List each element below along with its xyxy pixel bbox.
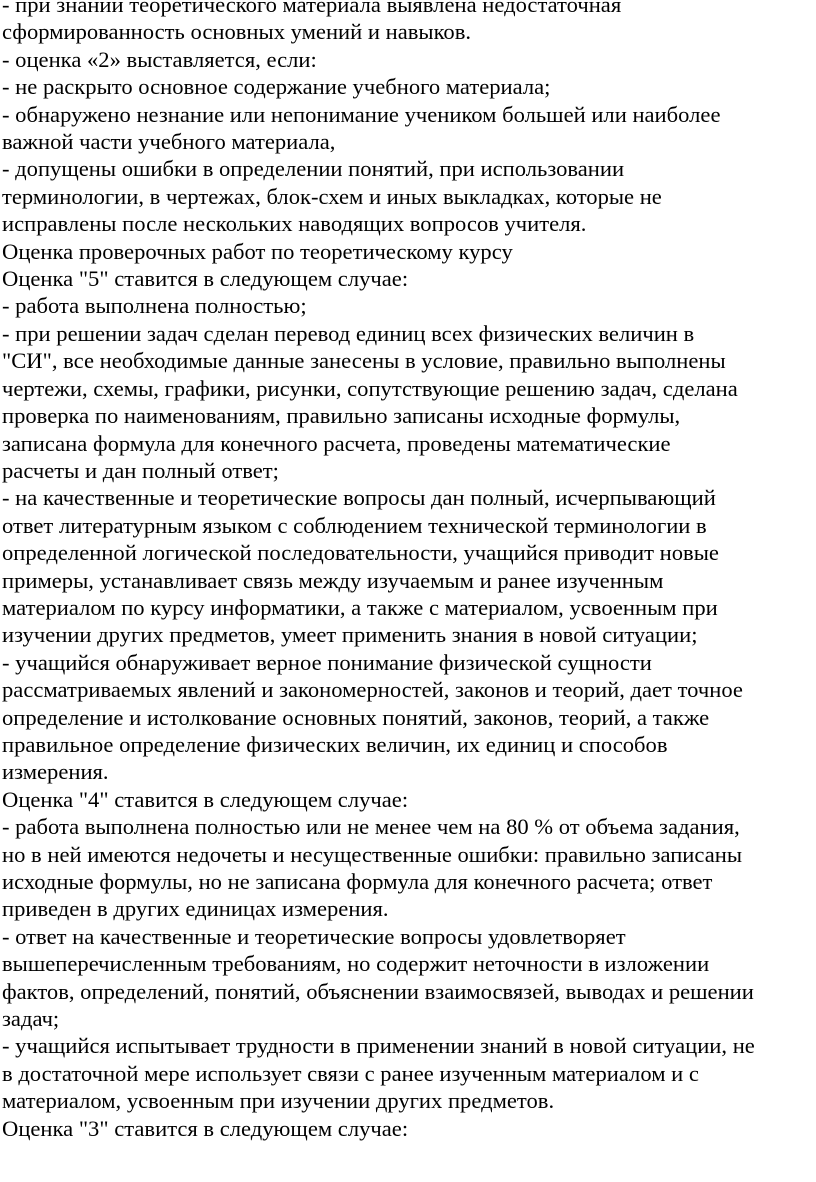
text-line: - обнаружено незнание или непонимание учеником большей или наиболее xyxy=(2,101,721,127)
text-line: сформированность основных умений и навыков. xyxy=(2,19,472,45)
text-line: - допущены ошибки в определении понятий, при использовании xyxy=(2,156,625,182)
text-line: - учащийся обнаруживает верное понимание физической сущности xyxy=(2,649,652,675)
text-line: рассматриваемых явлений и закономерностей, законов и теорий, дает точное xyxy=(2,677,743,703)
text-line: - при решении задач сделан перевод единиц всех физических величин в xyxy=(2,320,695,346)
text-line: исходные формулы, но не записана формула для конечного расчета; ответ xyxy=(2,869,713,894)
grade-heading-5: Оценка "5" ставится в следующем случае: xyxy=(2,266,409,292)
text-line: проверка по наименованиям, правильно записаны исходные формулы, xyxy=(2,403,681,429)
text-line: - работа выполнена полностью или не менее чем на 80 % от объема задания, xyxy=(2,814,740,840)
text-line: - на качественные и теоретические вопросы дан полный, исчерпывающий xyxy=(2,485,716,511)
text-line: материалом по курсу информатики, а также с материалом, усвоенным при xyxy=(2,594,718,620)
text-line: - ответ на качественные и теоретические вопросы удовлетворяет xyxy=(2,923,626,949)
text-line: материалом, усвоенным при изучении других предметов. xyxy=(2,1088,555,1114)
text-line: - учащийся испытывает трудности в применении знаний в новой ситуации, не xyxy=(2,1033,755,1059)
text-line: определенной логической последовательности, учащийся приводит новые xyxy=(2,540,719,566)
text-line: терминологии, в чертежах, блок-схем и иных выкладках, которые не xyxy=(2,183,662,209)
text-line: примеры, устанавливает связь между изучаемым и ранее изученным xyxy=(2,567,664,593)
text-line: расчеты и дан полный ответ; xyxy=(2,457,279,483)
text-line: - при знании теоретического материала выявлена недостаточная xyxy=(2,0,622,17)
grade-heading-3: Оценка "3" ставится в следующем случае: xyxy=(2,1115,409,1141)
text-line: изучении других предметов, умеет применить знания в новой ситуации; xyxy=(2,622,698,648)
text-line: определение и истолкование основных понятий, законов, теорий, а также xyxy=(2,704,710,730)
text-line: исправлены после нескольких наводящих вопросов учителя. xyxy=(2,211,587,237)
text-line: вышеперечисленным требованиям, но содержит неточности в изложении xyxy=(2,951,710,977)
text-line: измерения. xyxy=(2,759,109,785)
grade-heading-4: Оценка "4" ставится в следующем случае: xyxy=(2,786,409,812)
text-line: - не раскрыто основное содержание учебного материала; xyxy=(2,74,551,100)
section-heading: Оценка проверочных работ по теоретическому курсу xyxy=(2,238,513,264)
text-line: задач; xyxy=(2,1006,60,1032)
text-line: - оценка «2» выставляется, если: xyxy=(2,46,317,72)
text-line: важной части учебного материала, xyxy=(2,129,336,155)
text-line: записана формула для конечного расчета, проведены математические xyxy=(2,430,671,456)
text-line: - работа выполнена полностью; xyxy=(2,293,307,319)
text-line: ответ литературным языком с соблюдением технической терминологии в xyxy=(2,512,707,538)
text-line: "СИ", все необходимые данные занесены в условие, правильно выполнены xyxy=(2,348,726,374)
text-line: но в ней имеются недочеты и несущественные ошибки: правильно записаны xyxy=(2,841,743,867)
text-line: фактов, определений, понятий, объяснении взаимосвязей, выводах и решении xyxy=(2,978,754,1004)
text-line: приведен в других единицах измерения. xyxy=(2,896,389,922)
text-line: чертежи, схемы, графики, рисунки, сопутствующие решению задач, сделана xyxy=(2,375,738,401)
text-line: в достаточной мере использует связи с ранее изученным материалом и с xyxy=(2,1060,699,1086)
text-line: правильное определение физических величин, их единиц и способов xyxy=(2,731,668,757)
